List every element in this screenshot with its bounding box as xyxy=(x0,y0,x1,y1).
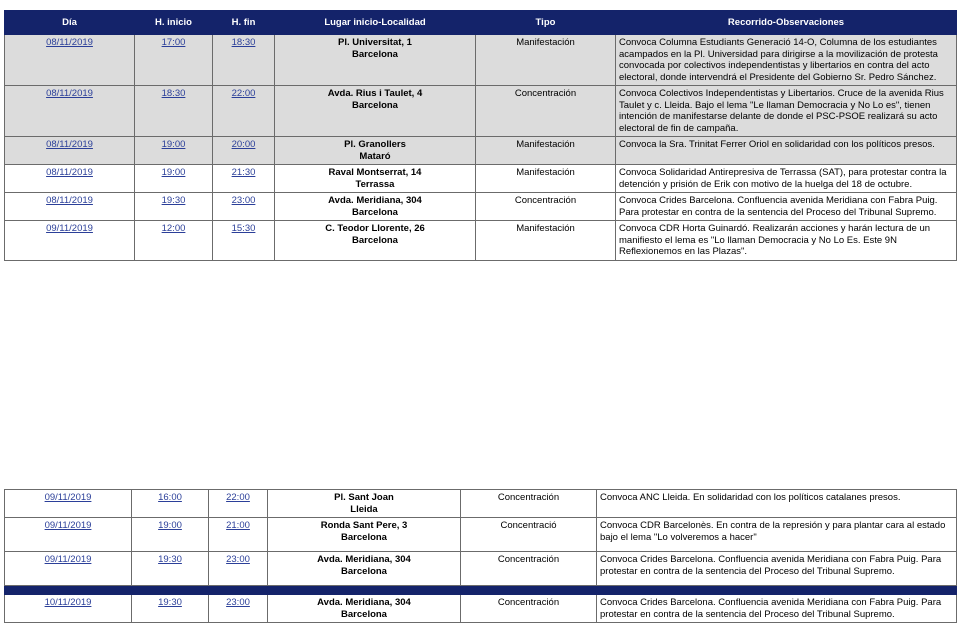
fin-link[interactable]: 23:00 xyxy=(226,554,250,565)
cell-tipo: Manifestación xyxy=(476,221,616,261)
cell-observaciones: Convoca Crides Barcelona. Confluencia avenida Meridiana con Fabra Puig. Para protestar en contra de la sentencia del Proceso del Tribunal Supremo. xyxy=(597,595,957,623)
fin-link[interactable]: 21:30 xyxy=(231,167,256,178)
localidad-text: Barcelona xyxy=(341,531,387,543)
dia-link[interactable]: 08/11/2019 xyxy=(46,167,93,178)
cell-tipo: Concentració xyxy=(461,518,597,552)
cell-inicio xyxy=(132,552,209,586)
inicio-link[interactable]: 19:30 xyxy=(158,554,182,565)
dia-link[interactable]: 08/11/2019 xyxy=(46,37,93,48)
localidad-text: Barcelona xyxy=(352,99,398,111)
cell-dia xyxy=(5,595,132,623)
events-table-bottom xyxy=(4,489,957,623)
table-row xyxy=(5,490,957,518)
cell-observaciones: Convoca Solidaridad Antirepresiva de Terrassa (SAT), para protestar contra la detención y prisión de Erik con motivo de la huelga del 18 de octubre. xyxy=(616,165,957,193)
cell-fin xyxy=(209,595,268,623)
cell-lugar xyxy=(275,86,476,137)
cell-observaciones: Convoca la Sra. Trinitat Ferrer Oriol en solidaridad con los políticos presos. xyxy=(616,137,957,165)
lugar-text: C. Teodor Llorente, 26 xyxy=(325,223,425,234)
cell-inicio xyxy=(132,490,209,518)
cell-lugar xyxy=(268,552,461,586)
cell-fin xyxy=(213,165,275,193)
cell-lugar xyxy=(268,518,461,552)
inicio-link[interactable]: 17:00 xyxy=(161,37,186,48)
cell-dia xyxy=(5,35,135,86)
cell-inicio xyxy=(135,86,213,137)
cell-inicio xyxy=(135,35,213,86)
dia-link[interactable]: 09/11/2019 xyxy=(44,520,92,531)
cell-inicio xyxy=(135,221,213,261)
header-tipo: Tipo xyxy=(476,11,616,35)
divider-cell xyxy=(5,586,957,595)
cell-lugar xyxy=(275,221,476,261)
cell-dia xyxy=(5,518,132,552)
table-row xyxy=(5,552,957,586)
cell-lugar xyxy=(268,490,461,518)
table-row xyxy=(5,165,957,193)
header-lugar: Lugar inicio-Localidad xyxy=(275,11,476,35)
cell-fin xyxy=(213,137,275,165)
lugar-text: Pl. Universitat, 1 xyxy=(338,37,412,48)
lugar-text: Avda. Meridiana, 304 xyxy=(328,195,422,206)
fin-link[interactable]: 15:30 xyxy=(231,223,256,234)
cell-tipo: Concentración xyxy=(461,595,597,623)
cell-dia xyxy=(5,86,135,137)
cell-observaciones: Convoca Colectivos Independentistas y Libertarios. Cruce de la avenida Rius Taulet y c. Lleida. Bajo el lema "Le llaman Democracia y No Lo es", tienen intención de manifestarse delante de donde el PSC-PSOE realizará su acto electoral de fin de campaña. xyxy=(616,86,957,137)
cell-dia xyxy=(5,165,135,193)
cell-observaciones: Convoca CDR Horta Guinardó. Realizarán acciones y harán lectura de un manifiesto el lema es "Lo llaman Democracia y No Lo Es. Este 9N Reflexionemos en las Plazas". xyxy=(616,221,957,261)
localidad-text: Mataró xyxy=(359,150,391,162)
cell-tipo: Manifestación xyxy=(476,137,616,165)
table-row xyxy=(5,518,957,552)
cell-fin xyxy=(213,221,275,261)
lugar-text: Avda. Meridiana, 304 xyxy=(317,554,411,565)
lugar-text: Ronda Sant Pere, 3 xyxy=(320,520,408,531)
cell-inicio xyxy=(132,595,209,623)
cell-tipo: Manifestación xyxy=(476,165,616,193)
inicio-link[interactable]: 19:00 xyxy=(158,520,182,531)
table-row xyxy=(5,221,957,261)
cell-fin xyxy=(209,490,268,518)
header-recorrido: Recorrido-Observaciones xyxy=(616,11,957,35)
dia-link[interactable]: 08/11/2019 xyxy=(46,139,93,150)
cell-lugar xyxy=(275,137,476,165)
localidad-text: Barcelona xyxy=(352,234,398,246)
fin-link[interactable]: 18:30 xyxy=(231,37,256,48)
localidad-text: Barcelona xyxy=(341,608,387,620)
table-row xyxy=(5,193,957,221)
lugar-text: Pl. Sant Joan xyxy=(334,492,394,503)
inicio-link[interactable]: 19:30 xyxy=(158,597,182,608)
lugar-text: Avda. Meridiana, 304 xyxy=(317,597,411,608)
fin-link[interactable]: 23:00 xyxy=(226,597,250,608)
cell-inicio xyxy=(135,193,213,221)
lugar-text: Pl. Granollers xyxy=(344,139,406,150)
cell-inicio xyxy=(135,165,213,193)
cell-observaciones: Convoca ANC Lleida. En solidaridad con los políticos catalanes presos. xyxy=(597,490,957,518)
cell-fin xyxy=(209,518,268,552)
cell-tipo: Concentración xyxy=(476,86,616,137)
lugar-text: Raval Montserrat, 14 xyxy=(328,167,422,178)
fin-link[interactable]: 21:00 xyxy=(226,520,250,531)
localidad-text: Terrassa xyxy=(355,178,395,190)
inicio-link[interactable]: 19:00 xyxy=(161,167,186,178)
cell-fin xyxy=(209,552,268,586)
cell-observaciones: Convoca Columna Estudiants Generació 14-O, Columna de los estudiantes acampados en la Pl. Universidad para dirigirse a la movilización de protesta convocada por colectivos independentistas y libertarios en contra del acto electoral, donde intervendrá el Presidente del Gobierno Sr. Pedro Sánchez. xyxy=(616,35,957,86)
fin-link[interactable]: 23:00 xyxy=(231,195,256,206)
header-h-inicio: H. inicio xyxy=(135,11,213,35)
fin-link[interactable]: 22:00 xyxy=(226,492,250,503)
cell-observaciones: Convoca CDR Barcelonès. En contra de la represión y para plantar cara al estado bajo el lema "Lo volveremos a hacer" xyxy=(597,518,957,552)
cell-lugar xyxy=(275,193,476,221)
fin-link[interactable]: 22:00 xyxy=(231,88,256,99)
fin-link[interactable]: 20:00 xyxy=(231,139,256,150)
localidad-text: Barcelona xyxy=(352,48,398,60)
cell-tipo: Concentración xyxy=(476,193,616,221)
cell-tipo: Concentración xyxy=(461,552,597,586)
events-table-top xyxy=(4,10,957,261)
cell-inicio xyxy=(135,137,213,165)
cell-tipo: Concentración xyxy=(461,490,597,518)
cell-fin xyxy=(213,35,275,86)
localidad-text: Barcelona xyxy=(341,565,387,577)
inicio-link[interactable]: 16:00 xyxy=(158,492,182,503)
header-h-fin: H. fin xyxy=(213,11,275,35)
dia-link[interactable]: 09/11/2019 xyxy=(44,554,92,565)
header-dia: Día xyxy=(5,11,135,35)
cell-observaciones: Convoca Crides Barcelona. Confluencia avenida Meridiana con Fabra Puig. Para protestar en contra de la sentencia del Proceso del Tribunal Supremo. xyxy=(597,552,957,586)
cell-dia xyxy=(5,490,132,518)
inicio-link[interactable]: 19:30 xyxy=(161,195,186,206)
cell-fin xyxy=(213,193,275,221)
cell-tipo: Manifestación xyxy=(476,35,616,86)
inicio-link[interactable]: 18:30 xyxy=(161,88,186,99)
table-header-row xyxy=(5,11,957,35)
table-row xyxy=(5,595,957,623)
inicio-link[interactable]: 19:00 xyxy=(161,139,186,150)
dia-link[interactable]: 08/11/2019 xyxy=(46,195,93,206)
section-divider-band xyxy=(5,586,957,595)
table-row xyxy=(5,35,957,86)
cell-fin xyxy=(213,86,275,137)
cell-dia xyxy=(5,221,135,261)
dia-link[interactable]: 09/11/2019 xyxy=(46,223,93,234)
lugar-text: Avda. Rius i Taulet, 4 xyxy=(327,88,423,99)
dia-link[interactable]: 09/11/2019 xyxy=(44,492,92,503)
table-row xyxy=(5,86,957,137)
cell-lugar xyxy=(268,595,461,623)
cell-dia xyxy=(5,552,132,586)
dia-link[interactable]: 08/11/2019 xyxy=(46,88,93,99)
localidad-text: Lleida xyxy=(350,503,378,515)
cell-dia xyxy=(5,137,135,165)
cell-dia xyxy=(5,193,135,221)
cell-lugar xyxy=(275,35,476,86)
inicio-link[interactable]: 12:00 xyxy=(161,223,186,234)
cell-inicio xyxy=(132,518,209,552)
localidad-text: Barcelona xyxy=(352,206,398,218)
cell-lugar xyxy=(275,165,476,193)
cell-observaciones: Convoca Crides Barcelona. Confluencia avenida Meridiana con Fabra Puig. Para protestar en contra de la sentencia del Proceso del Tribunal Supremo. xyxy=(616,193,957,221)
dia-link[interactable]: 10/11/2019 xyxy=(44,597,92,608)
table-row xyxy=(5,137,957,165)
